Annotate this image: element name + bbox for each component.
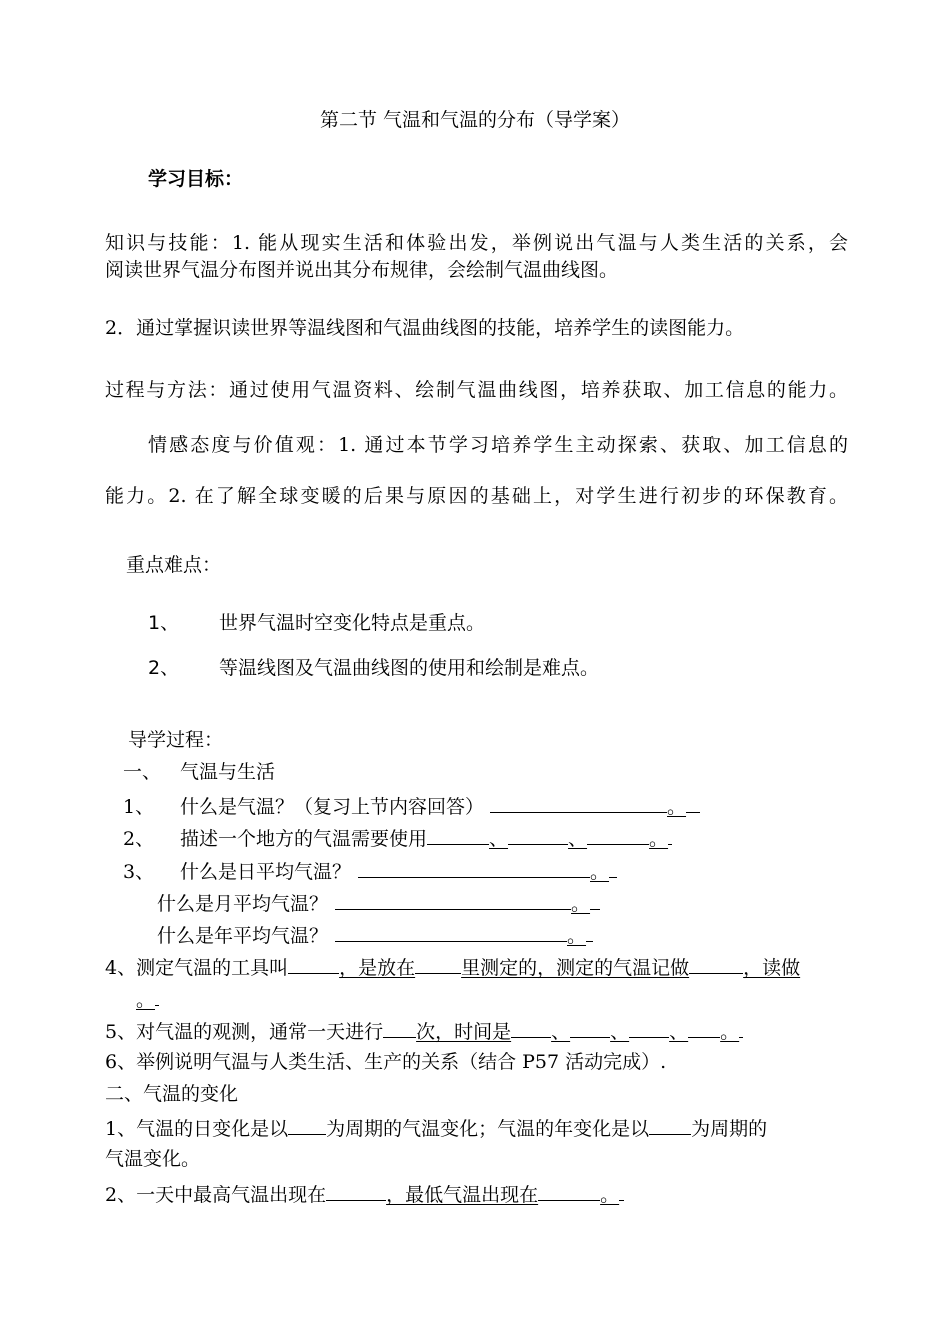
separator: 、 (610, 1021, 630, 1043)
answer-blank-tail (586, 921, 593, 942)
knowledge-item-2: 2．通过掌握识读世界等温线图和气温曲线图的技能，培养学生的读图能力。 (105, 317, 745, 339)
question-4-end (136, 985, 159, 1012)
section-2-heading: 二、气温的变化 (105, 1083, 239, 1105)
answer-blank-tail (686, 792, 700, 813)
question-text: 为周期的 (691, 1118, 768, 1140)
answer-blank[interactable] (383, 1017, 416, 1038)
question-text: 里测定的，测定的气温记做 (461, 957, 690, 979)
answer-blank[interactable] (288, 953, 339, 974)
knowledge-line-2: 阅读世界气温分布图并说出其分布规律，会绘制气温曲线图。 (105, 259, 619, 281)
process-method: 过程与方法：通过使用气温资料、绘制气温曲线图，培养获取、加工信息的能力。 (105, 379, 848, 401)
question-end: 。 (590, 861, 610, 883)
answer-blank[interactable] (326, 1180, 386, 1201)
answer-blank-tail (609, 857, 617, 878)
answer-blank[interactable] (511, 1017, 551, 1038)
answer-blank-tail (619, 1180, 624, 1201)
question-text: ，读做 (743, 957, 801, 979)
answer-blank[interactable] (587, 824, 649, 845)
question-number: 1、 (123, 796, 155, 818)
answer-blank[interactable] (288, 1114, 326, 1135)
key-item-text: 等温线图及气温曲线图的使用和绘制是难点。 (219, 657, 600, 679)
question-number: 2、 (123, 828, 155, 850)
key-heading: 重点难点： (126, 554, 222, 576)
question-text: 什么是年平均气温？ (157, 925, 329, 947)
separator: 、 (669, 1021, 689, 1043)
separator: 、 (551, 1021, 571, 1043)
emotion-line-1: 情感态度与价值观：1. 通过本节学习培养学生主动探索、获取、加工信息的 (148, 434, 848, 456)
s2-question-1 (105, 1114, 848, 1141)
emotion-line-2: 能力。2. 在了解全球变暖的后果与原因的基础上，对学生进行初步的环保教育。 (105, 485, 848, 507)
question-end: 。 (571, 893, 591, 915)
question-text: 什么是日平均气温？ (180, 861, 352, 883)
answer-blank[interactable] (570, 1017, 610, 1038)
s2-question-2 (105, 1180, 624, 1207)
answer-blank[interactable] (538, 1180, 600, 1201)
question-text: ，最低气温出现在 (386, 1184, 539, 1206)
question-2 (123, 824, 672, 851)
question-text: 2、一天中最高气温出现在 (105, 1184, 327, 1206)
question-text: 描述一个地方的气温需要使用 (180, 828, 428, 850)
question-text: 为周期的气温变化；气温的年变化是以 (326, 1118, 650, 1140)
answer-blank[interactable] (649, 1114, 691, 1135)
question-end: 。 (667, 796, 687, 818)
question-text: 什么是气温？（复习上节内容回答） (180, 796, 485, 818)
key-item (148, 656, 599, 680)
answer-blank-tail (155, 985, 159, 1006)
answer-blank[interactable] (688, 1017, 720, 1038)
separator: 、 (489, 828, 509, 850)
key-item-number: 2、 (148, 657, 180, 679)
question-4 (105, 953, 800, 980)
section-number: 一、 (123, 761, 162, 783)
answer-blank[interactable] (490, 792, 667, 813)
question-1 (123, 792, 700, 819)
question-3b (157, 889, 600, 916)
answer-blank[interactable] (508, 824, 568, 845)
objectives-heading: 学习目标： (148, 168, 244, 190)
knowledge-line-1: 知识与技能：1. 能从现实生活和体验出发，举例说出气温与人类生活的关系，会 (105, 232, 848, 254)
answer-blank-tail (668, 824, 672, 845)
answer-blank[interactable] (427, 824, 489, 845)
answer-blank[interactable] (335, 889, 571, 910)
question-3 (123, 857, 617, 884)
answer-blank[interactable] (335, 921, 567, 942)
question-end: 。 (136, 989, 156, 1011)
answer-blank[interactable] (689, 953, 743, 974)
s2-question-1-line2: 气温变化。 (105, 1148, 201, 1170)
answer-blank[interactable] (358, 857, 590, 878)
section-1-heading (123, 760, 275, 784)
question-end: 。 (600, 1184, 620, 1206)
answer-blank[interactable] (415, 953, 461, 974)
key-item-text: 世界气温时空变化特点是重点。 (219, 612, 486, 634)
question-number: 3、 (123, 861, 155, 883)
page-title: 第二节 气温和气温的分布（导学案） (319, 109, 631, 131)
question-5 (105, 1017, 743, 1044)
question-end: 。 (649, 828, 669, 850)
question-text: 次，时间是 (416, 1021, 512, 1043)
question-text: 什么是月平均气温？ (157, 893, 329, 915)
key-item (148, 611, 485, 635)
separator: 、 (568, 828, 588, 850)
answer-blank[interactable] (629, 1017, 669, 1038)
question-text: ，是放在 (339, 957, 416, 979)
question-6: 6、举例说明气温与人类生活、生产的关系（结合 P57 活动完成）. (105, 1051, 667, 1073)
section-title: 气温与生活 (180, 761, 276, 783)
question-text: 4、测定气温的工具叫 (105, 957, 289, 979)
question-end: 。 (567, 925, 587, 947)
question-3c (157, 921, 593, 948)
question-text: 1、气温的日变化是以 (105, 1118, 289, 1140)
answer-blank-tail (739, 1017, 743, 1038)
question-end: 。 (720, 1021, 740, 1043)
key-item-number: 1、 (148, 612, 180, 634)
question-text: 5、对气温的观测，通常一天进行 (105, 1021, 384, 1043)
answer-blank-tail (590, 889, 600, 910)
guide-heading: 导学过程： (128, 729, 224, 751)
